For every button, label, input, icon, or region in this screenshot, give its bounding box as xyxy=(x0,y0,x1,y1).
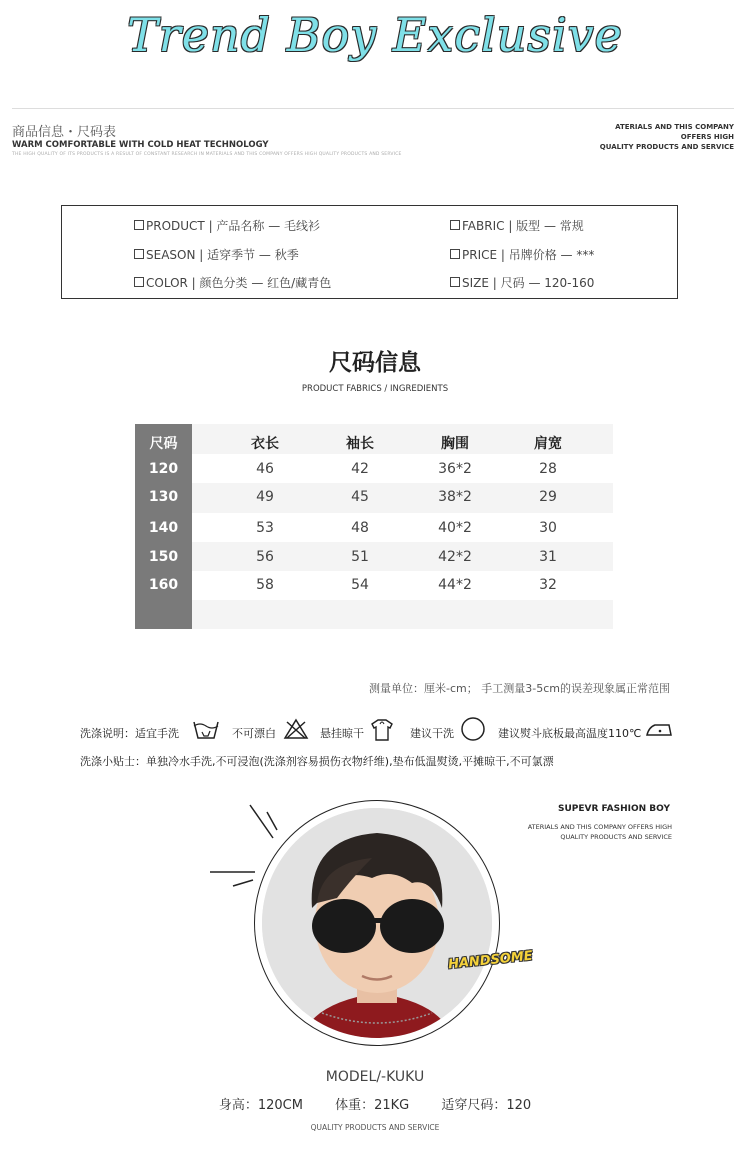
checkbox-icon xyxy=(134,277,144,287)
table-cell: 32 xyxy=(539,577,557,593)
header-title-cn: 商品信息・尺码表 xyxy=(12,125,117,140)
table-cell: 46 xyxy=(256,461,274,477)
handsome-badge: HANDSOME xyxy=(447,948,534,973)
table-cell: 51 xyxy=(351,549,369,565)
measure-note: 测量单位：厘米-cm； 手工测量3-5cm的误差现象属正常范围 xyxy=(369,682,670,695)
table-cell: 38*2 xyxy=(438,489,472,505)
table-cell: 49 xyxy=(256,489,274,505)
table-header-cell: 尺码 xyxy=(149,436,178,452)
info-season: SEASON | 适穿季节 — 秋季 xyxy=(134,246,299,263)
checkbox-icon xyxy=(450,220,460,230)
table-cell: 28 xyxy=(539,461,557,477)
checkbox-icon xyxy=(134,220,144,230)
size-section-subtitle: PRODUCT FABRICS / INGREDIENTS xyxy=(301,384,449,394)
hang-dry-icon xyxy=(368,716,396,742)
dry-clean-label: 建议干洗 xyxy=(410,727,454,740)
table-header-cell: 袖长 xyxy=(346,436,374,452)
dry-clean-icon xyxy=(460,716,486,742)
model-brand: SUPEVR FASHION BOY xyxy=(557,804,670,814)
table-cell: 31 xyxy=(539,549,557,565)
boy-illustration-icon xyxy=(262,808,492,1038)
info-price: PRICE | 吊牌价格 — *** xyxy=(450,246,594,263)
info-size: SIZE | 尺码 — 120-160 xyxy=(450,274,594,291)
no-bleach-icon xyxy=(283,718,309,740)
checkbox-icon xyxy=(450,277,460,287)
wash-label: 洗涤说明：适宜手洗 xyxy=(80,727,179,740)
table-cell: 42 xyxy=(351,461,369,477)
table-cell: 36*2 xyxy=(438,461,472,477)
table-cell: 120 xyxy=(148,461,179,477)
divider xyxy=(12,108,734,109)
header-tiny-line: THE HIGH QUALITY OF ITS PRODUCTS IS A RESULT OF CONSTANT RESEARCH IN MATERIALS AND THIS COMPANY OFFERS HIGH QUALITY PRODUCTS AND SERVICE xyxy=(12,152,402,157)
table-cell: 56 xyxy=(256,549,274,565)
table-cell: 30 xyxy=(539,520,557,536)
header-title-en: WARM COMFORTABLE WITH COLD HEAT TECHNOLOGY xyxy=(12,140,269,150)
table-header-cell: 肩宽 xyxy=(534,436,562,452)
hang-dry-label: 悬挂晾干 xyxy=(320,727,364,740)
table-header-cell: 胸围 xyxy=(441,436,469,452)
model-stats xyxy=(0,1094,750,1113)
table-cell: 45 xyxy=(351,489,369,505)
size-section-title: 尺码信息 xyxy=(329,350,421,376)
iron-label: 建议熨斗底板最高温度110℃ xyxy=(498,727,642,740)
model-weight: 体重：21KG xyxy=(335,1098,410,1113)
model-photo xyxy=(262,808,492,1038)
table-cell: 53 xyxy=(256,520,274,536)
model-name: MODEL/-KUKU xyxy=(325,1069,425,1085)
table-cell: 130 xyxy=(148,489,179,505)
brand-title: Trend Boy Exclusive xyxy=(127,8,623,62)
table-cell: 44*2 xyxy=(438,577,472,593)
checkbox-icon xyxy=(450,249,460,259)
model-size: 适穿尺码：120 xyxy=(441,1098,532,1113)
table-cell: 48 xyxy=(351,520,369,536)
hand-wash-icon xyxy=(192,718,220,742)
table-cell: 140 xyxy=(148,520,179,536)
table-cell: 150 xyxy=(148,549,179,565)
info-product: PRODUCT | 产品名称 — 毛线衫 xyxy=(134,217,320,234)
table-cell: 58 xyxy=(256,577,274,593)
no-bleach-label: 不可漂白 xyxy=(232,727,276,740)
checkbox-icon xyxy=(134,249,144,259)
footer-text: QUALITY PRODUCTS AND SERVICE xyxy=(310,1123,440,1132)
wash-tip: 洗涤小贴士：单独冷水手洗,不可浸泡(洗涤剂容易损伤衣物纤维),垫布低温熨烫,平摊晾干,不可氯漂 xyxy=(80,755,554,768)
table-cell: 42*2 xyxy=(438,549,472,565)
table-cell: 40*2 xyxy=(438,520,472,536)
table-cell: 160 xyxy=(148,577,179,593)
model-height: 身高：120CM xyxy=(218,1098,303,1113)
table-header-cell: 衣长 xyxy=(251,436,279,452)
info-fabric: FABRIC | 版型 — 常规 xyxy=(450,217,584,234)
product-info-box xyxy=(61,205,678,299)
info-color: COLOR | 颜色分类 — 红色/藏青色 xyxy=(134,274,331,291)
table-cell: 29 xyxy=(539,489,557,505)
iron-icon xyxy=(645,721,673,737)
model-brand-sub: ATERIALS AND THIS COMPANY OFFERS HIGH QUALITY PRODUCTS AND SERVICE xyxy=(527,823,672,841)
header-right-text: ATERIALS AND THIS COMPANY OFFERS HIGH QUALITY PRODUCTS AND SERVICE xyxy=(599,123,734,151)
table-cell: 54 xyxy=(351,577,369,593)
